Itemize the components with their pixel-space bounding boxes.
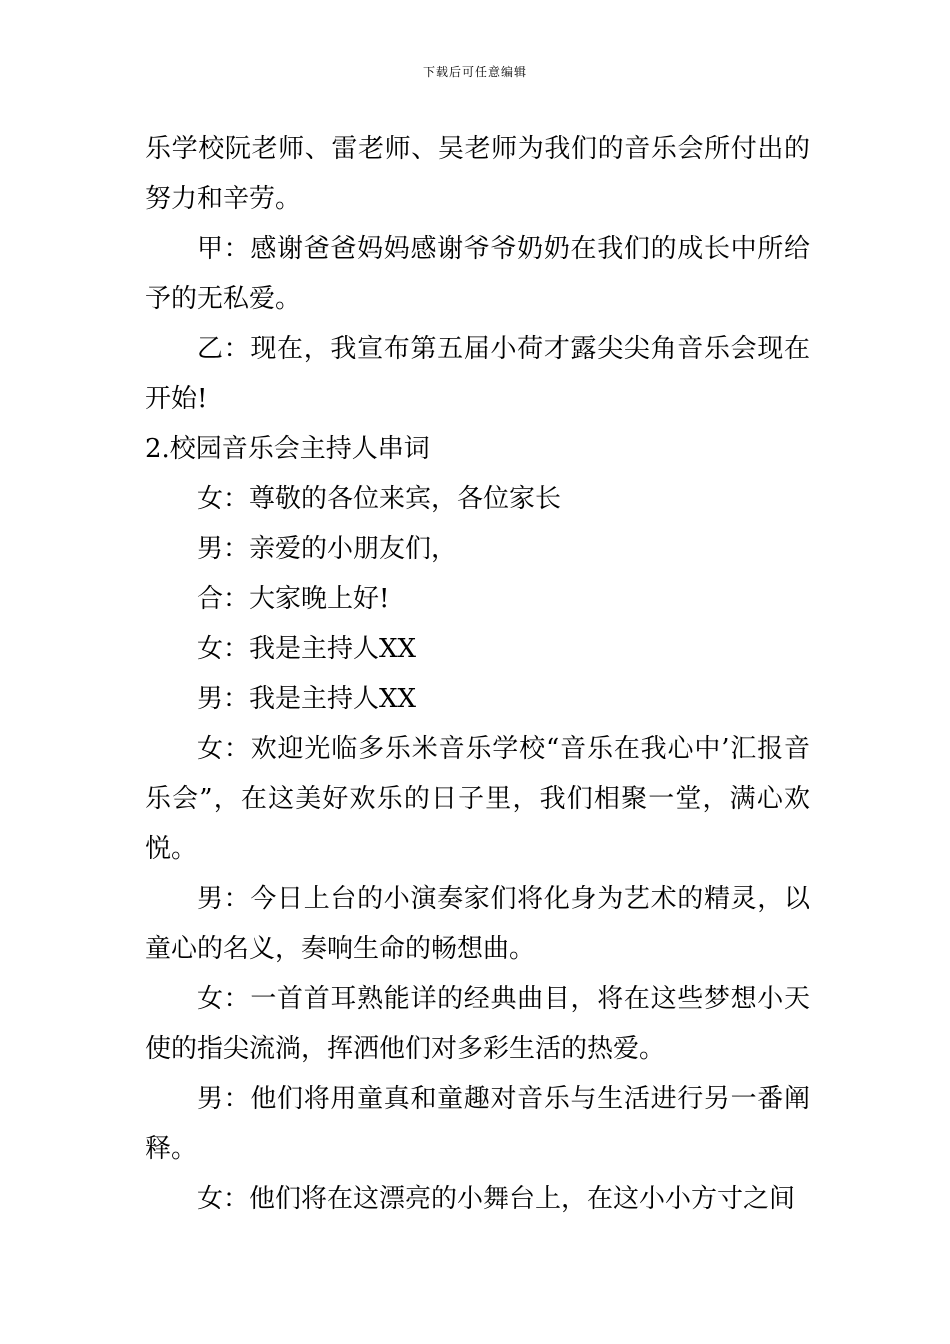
paragraph-yi-announce: 乙：现在，我宣布第五届小荷才露尖尖角音乐会现在开始! xyxy=(145,334,810,414)
paragraph-continuation: 乐学校阮老师、雷老师、吴老师为我们的音乐会所付出的努力和辛劳。 xyxy=(145,134,810,214)
dialogue-line: 女：他们将在这漂亮的小舞台上，在这小小方寸之间 xyxy=(197,1184,796,1214)
section-heading: 2.校园音乐会主持人串词 xyxy=(145,434,430,464)
dialogue-line: 男：我是主持人XX xyxy=(197,684,417,714)
dialogue-line: 女：尊敬的各位来宾，各位家长 xyxy=(197,484,562,514)
dialogue-line: 女：我是主持人XX xyxy=(197,634,417,664)
paragraph-jia-thanks: 甲：感谢爸爸妈妈感谢爷爷奶奶在我们的成长中所给予的无私爱。 xyxy=(145,234,810,314)
page-header: 下载后可任意编辑 xyxy=(422,65,527,79)
dialogue-line: 男：今日上台的小演奏家们将化身为艺术的精灵，以童心的名义，奏响生命的畅想曲。 xyxy=(145,884,810,964)
document-body xyxy=(145,124,810,1224)
dialogue-line: 女：一首首耳熟能详的经典曲目，将在这些梦想小天使的指尖流淌，挥洒他们对多彩生活的热爱。 xyxy=(145,984,810,1064)
dialogue-line: 男：他们将用童真和童趣对音乐与生活进行另一番阐释。 xyxy=(145,1084,810,1164)
dialogue-line: 女：欢迎光临多乐米音乐学校“音乐在我心中’汇报音乐会”，在这美好欢乐的日子里，我们相聚一堂，满心欢悦。 xyxy=(145,734,810,864)
dialogue-line: 男：亲爱的小朋友们， xyxy=(197,534,458,564)
dialogue-line: 合：大家晚上好! xyxy=(197,584,390,614)
